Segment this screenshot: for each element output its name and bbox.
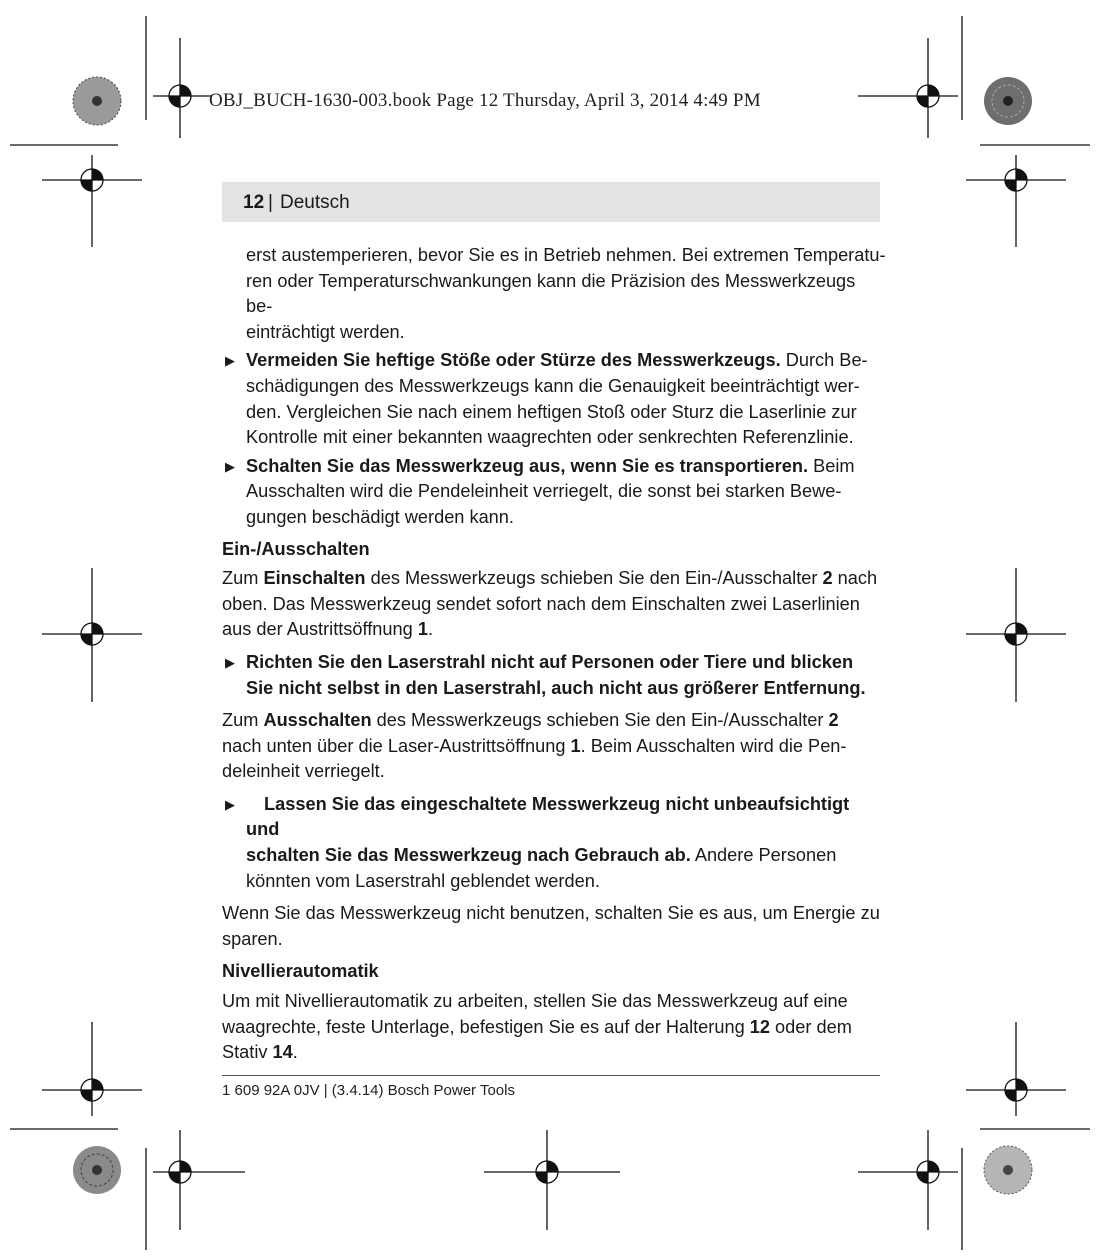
- safety-bullet: ▶ Vermeiden Sie heftige Stöße oder Stürze des Messwerkzeugs. Durch Be- schädigungen des Messwerkzeugs kann die Genauigkeit beeinträchtigt wer- den. Vergleichen Sie nach einem heftigen Stoß oder Sturz die Laserlinie zur Kontrolle mit einer bekannten waagrechten oder senkrechten Referenzlinie.: [225, 350, 868, 448]
- paragraph: erst austemperieren, bevor Sie es in Betrieb nehmen. Bei extremen Temperatu- ren oder Temperaturschwankungen kann die Präzision des Messwerkzeugs be- einträchtigt werden.: [246, 245, 886, 342]
- section-heading: Ein-/Ausschalten: [222, 538, 370, 559]
- registration-mark-icon: [42, 1022, 142, 1116]
- page-language: Deutsch: [280, 192, 350, 213]
- registration-mark-icon: [153, 1130, 245, 1230]
- registration-mark-icon: [42, 155, 142, 247]
- registration-mark-icon: [858, 1130, 958, 1230]
- bullet-triangle-icon: ▶: [225, 654, 235, 670]
- paragraph: Um mit Nivellierautomatik zu arbeiten, stellen Sie das Messwerkzeug auf eine waagrechte, feste Unterlage, befestigen Sie es auf der Halterung 12 oder dem Stativ 14.: [222, 991, 852, 1063]
- safety-bullet: ▶ Lassen Sie das eingeschaltete Messwerkzeug nicht unbeaufsichtigt und schalten Sie das Messwerkzeug nach Gebrauch ab. Andere Personen könnten vom Laserstrahl geblendet werden.: [225, 793, 850, 891]
- safety-bullet: ▶ Schalten Sie das Messwerkzeug aus, wenn Sie es transportieren. Beim Ausschalten wird die Pendeleinheit verriegelt, die sonst bei starken Bewe- gungen beschädigt werden kann.: [225, 455, 855, 527]
- star-target-icon: [984, 77, 1032, 125]
- paragraph: Zum Einschalten des Messwerkzeugs schieben Sie den Ein-/Ausschalter 2 nach oben. Das Messwerkzeug sendet sofort nach dem Einschalten zwei Laserlinien aus der Austrittsöffnung 1.: [222, 568, 878, 640]
- registration-mark-icon: [858, 38, 958, 138]
- footer-rule: [222, 1075, 880, 1076]
- star-target-icon: [73, 77, 121, 125]
- page-header-band: [222, 182, 880, 222]
- bullet-triangle-icon: ▶: [225, 458, 235, 474]
- paragraph: Wenn Sie das Messwerkzeug nicht benutzen, schalten Sie es aus, um Energie zu sparen.: [222, 903, 880, 949]
- section-heading: Nivellierautomatik: [222, 961, 379, 982]
- star-target-icon: [73, 1146, 121, 1194]
- book-file-header: OBJ_BUCH-1630-003.book Page 12 Thursday, April 3, 2014 4:49 PM: [209, 90, 761, 111]
- registration-mark-icon: [966, 155, 1066, 247]
- page-header-separator: |: [268, 192, 273, 213]
- safety-bullet: ▶ Richten Sie den Laserstrahl nicht auf Personen oder Tiere und blicken Sie nicht selbst in den Laserstrahl, auch nicht aus größerer Entfernung.: [225, 651, 866, 698]
- page-body: [222, 243, 886, 1066]
- bullet-triangle-icon: ▶: [225, 353, 235, 369]
- star-target-icon: [984, 1146, 1032, 1194]
- page-footer: 1 609 92A 0JV | (3.4.14) Bosch Power Tools: [222, 1082, 515, 1099]
- registration-mark-icon: [966, 1022, 1066, 1116]
- paragraph: Zum Ausschalten des Messwerkzeugs schieben Sie den Ein-/Ausschalter 2 nach unten über die Laser-Austrittsöffnung 1. Beim Ausschalten wird die Pen- deleinheit verriegelt.: [222, 710, 847, 782]
- registration-mark-icon: [484, 1130, 620, 1230]
- bullet-triangle-icon: ▶: [225, 796, 235, 812]
- page-number: 12: [243, 192, 265, 213]
